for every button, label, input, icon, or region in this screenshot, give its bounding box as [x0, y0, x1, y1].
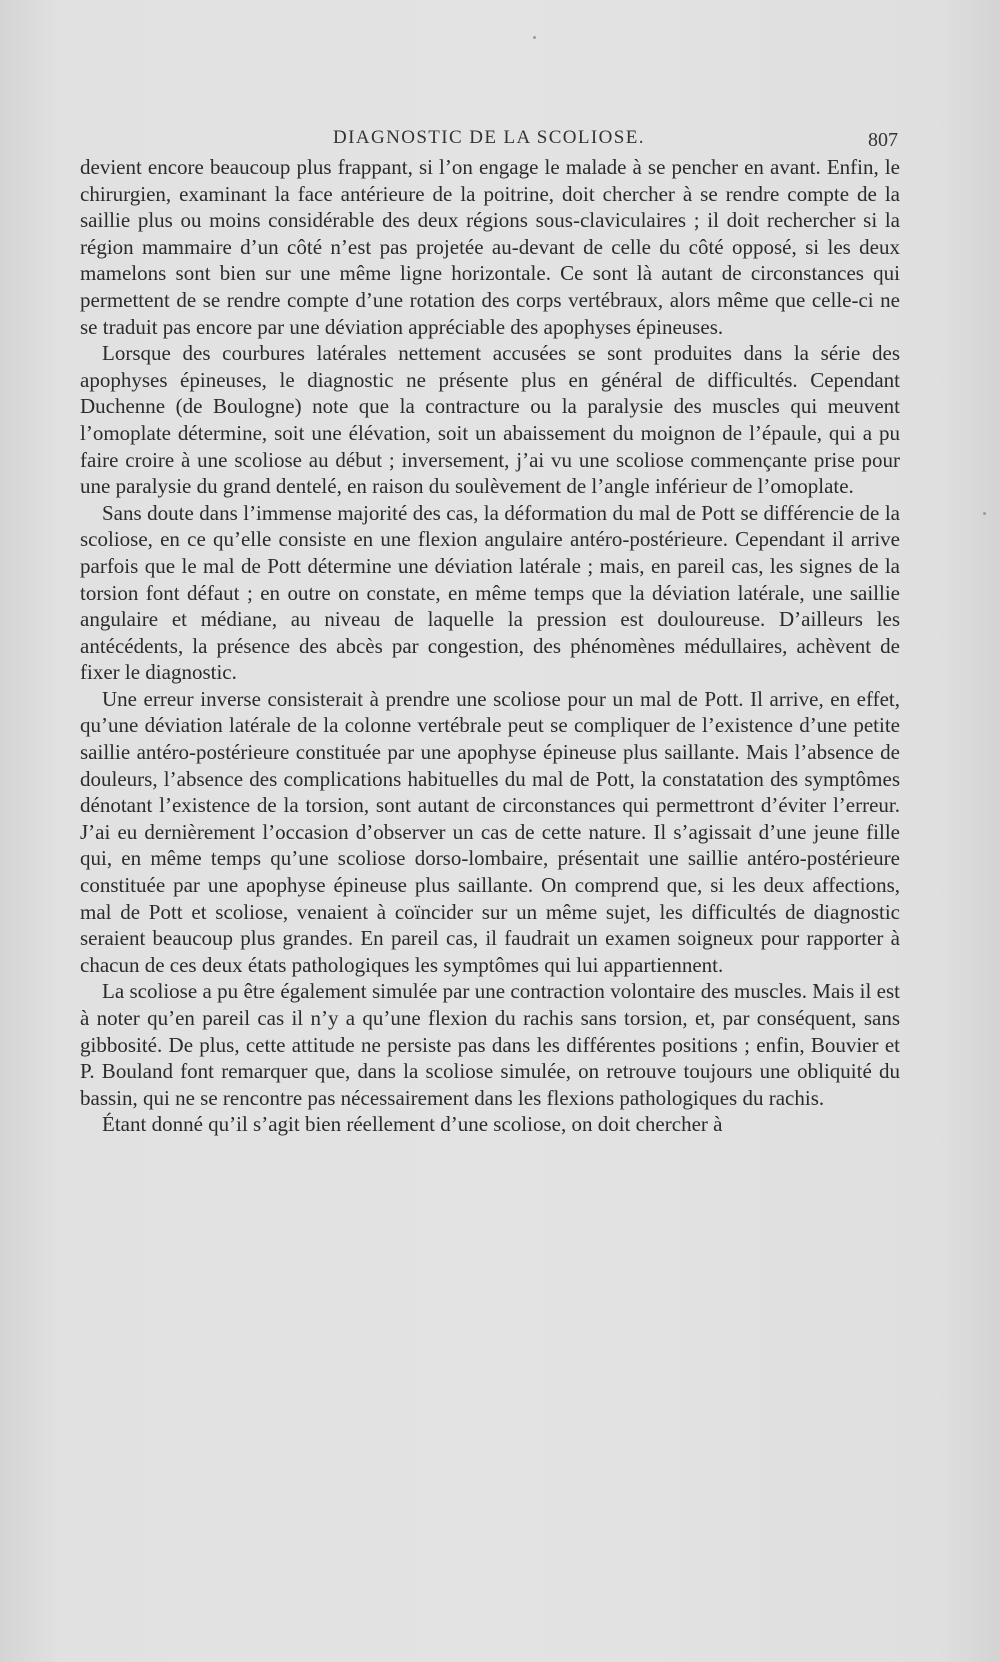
paragraph: Sans doute dans l’immense majorité des cas, la déformation du mal de Pott se différencie de la scoliose, en ce qu’elle consiste en une flexion angulaire antéro-postérieure. Cependant il arrive parfois que le mal de Pott détermine une déviation latérale ; mais, en pareil cas, les signes de la torsion font défaut ; en outre on constate, en même temps que la déviation latérale, une saillie angulaire et médiane, au niveau de laquelle la pression est douloureuse. D’ailleurs les antécédents, la présence des abcès par congestion, des phénomènes médullaires, achèvent de fixer le diagnostic.: [80, 500, 900, 685]
paragraph: Étant donné qu’il s’agit bien réellement d’une scoliose, on doit chercher à: [102, 1112, 723, 1137]
paragraph: Une erreur inverse consisterait à prendre une scoliose pour un mal de Pott. Il arrive, en effet, qu’une déviation latérale de la colonne vertébrale peut se compliquer de l’existence d’une petite saillie antéro-postérieure constituée par une apophyse épineuse plus saillante. Mais l’absence de douleurs, l’absence des complications habituelles du mal de Pott, la constatation des symptômes dénotant l’existence de la torsion, sont autant de circonstances qui permettront d’éviter l’erreur. J’ai eu dernièrement l’occasion d’observer un cas de cette nature. Il s’agissait d’une jeune fille qui, en même temps qu’une scoliose dorso-lombaire, présentait une saillie antéro-postérieure constituée par une apophyse épineuse plus saillante. On comprend que, si les deux affections, mal de Pott et scoliose, venaient à coïncider sur un même sujet, les difficultés de diagnostic seraient beaucoup plus grandes. En pareil cas, il faudrait un examen soigneux pour rapporter à chacun de ces deux états pathologiques les symptômes qui lui appartiennent.: [80, 686, 900, 977]
paper-speck: [983, 512, 986, 515]
running-title: DIAGNOSTIC DE LA SCOLIOSE.: [333, 127, 645, 148]
body-text: [80, 154, 900, 1138]
paragraph: La scoliose a pu être également simulée par une contraction volontaire des muscles. Mais il est à noter qu’en pareil cas il n’y a qu’une flexion du rachis sans torsion, et, par conséquent, sans gibbosité. De plus, cette attitude ne persiste pas dans les différentes positions ; enfin, Bouvier et P. Bouland font remarquer que, dans la scoliose simulée, on retrouve toujours une obliquité du bassin, qui ne se rencontre pas nécessairement dans les flexions pathologiques du rachis.: [80, 979, 900, 1110]
paper-speck: [533, 36, 536, 39]
running-head: [0, 127, 1000, 157]
paragraph: Lorsque des courbures latérales nettement accusées se sont produites dans la série des apophyses épineuses, le diagnostic ne présente plus en général de difficultés. Cependant Duchenne (de Boulogne) note que la contracture ou la paralysie des muscles qui meuvent l’omoplate détermine, soit une élévation, soit un abaissement du moignon de l’épaule, qui a pu faire croire à une scoliose au début ; inversement, j’ai vu une scoliose commençante prise pour une paralysie du grand dentelé, en raison du soulèvement de l’angle inférieur de l’omoplate.: [80, 341, 900, 499]
paragraph: devient encore beaucoup plus frappant, si l’on engage le malade à se pencher en avant. Enfin, le chirurgien, examinant la face antérieure de la poitrine, doit chercher à se rendre compte de la saillie plus ou moins considérable des deux régions sous-claviculaires ; il doit rechercher si la région mammaire d’un côté n’est pas projetée au-devant de celle du côté opposé, si les deux mamelons sont bien sur une même ligne horizontale. Ce sont là autant de circonstances qui permettent de se rendre compte d’une rotation des corps vertébraux, alors même que celle-ci ne se traduit pas encore par une déviation appréciable des apophyses épineuses.: [80, 155, 900, 339]
page-number: 807: [868, 129, 898, 151]
